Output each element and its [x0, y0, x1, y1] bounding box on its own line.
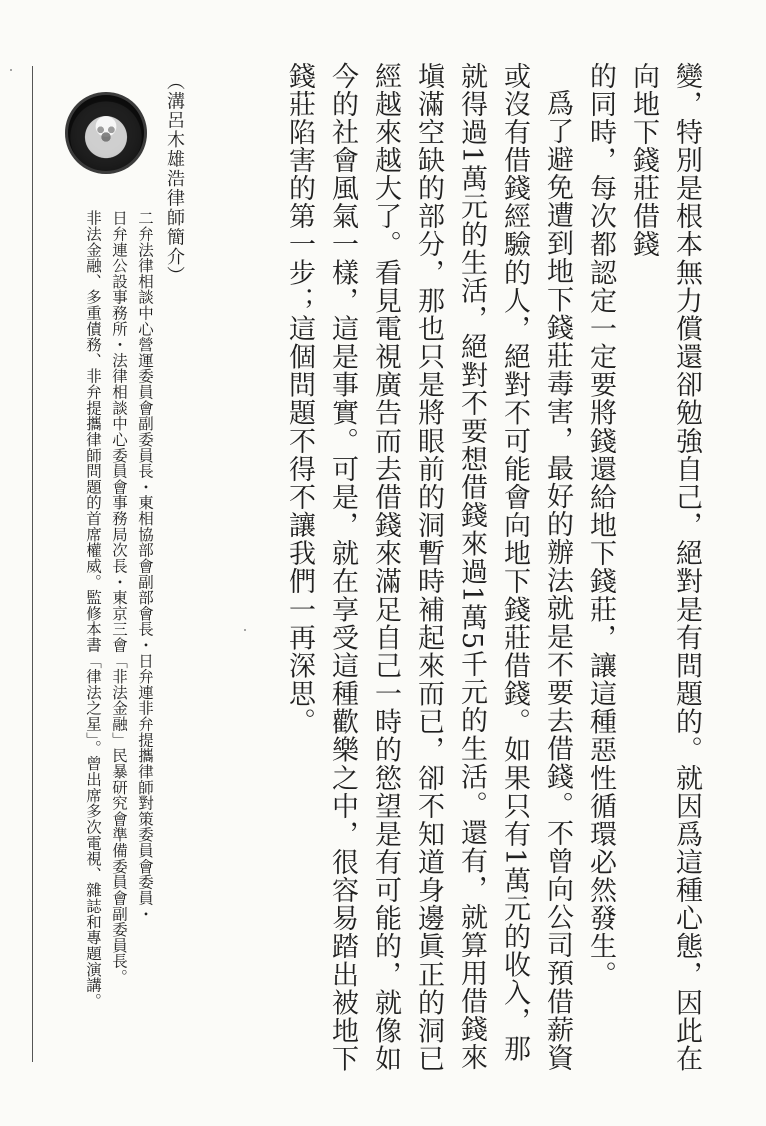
author-bio-title: （溝呂木雄浩律師簡介） [164, 72, 185, 286]
main-vertical-text [284, 62, 708, 1087]
bio-line-1: 二弁法律相談中心營運委員會副委員長・東相協部會副部會長・日弁連非弁提攜律師對策委員會委員・ [136, 210, 154, 922]
author-portrait [65, 92, 147, 174]
bio-line-3: 非法金融、多重債務、非弁提攜律師問題的首席權威。監修本書「律法之星」。曾出席多次電視、雜誌和專題演講。 [84, 210, 102, 1009]
author-bio-text [48, 210, 158, 1070]
scan-speck [244, 629, 246, 631]
bio-line-2: 日弁連公設事務所・法律相談中心委員會事務局次長・東京三會「非法金融」民暴研究會準備委員會副委員長。 [110, 210, 128, 985]
left-border-line [32, 66, 33, 1062]
main-paragraph-2: 爲了避免遭到地下錢莊毒害，最好的辦法就是不要去借錢。不曾向公司預借薪資或沒有借錢經驗的人，絕對不可能會向地下錢莊借錢。如果只有1萬元的收入，那就得過1萬元的生活，絕對不要想借錢來過1萬5千元的生活。還有，就算用借錢來塡滿空缺的部分，那也只是將眼前的洞暫時補起來而已，卻不知道身邊眞正的洞已經越來越大了。看見電視廣告而去借錢來滿足自己一時的慾望是有可能的，就像如今的社會風氣一樣，這是事實。可是，就在享受這種歡樂之中，很容易踏出被地下錢莊陷害的第一步；這個問題不得不讓我們一再深思。 [284, 62, 573, 1073]
main-paragraph-lead: 變，特別是根本無力償還卻勉強自己，絕對是有問題的。就因爲這種心態，因此在向地下錢莊借錢 [628, 62, 702, 1073]
scan-speck [10, 69, 12, 71]
main-paragraph-1: 的同時，每次都認定一定要將錢還給地下錢莊，讓這種惡性循環必然發生。 [585, 62, 616, 989]
